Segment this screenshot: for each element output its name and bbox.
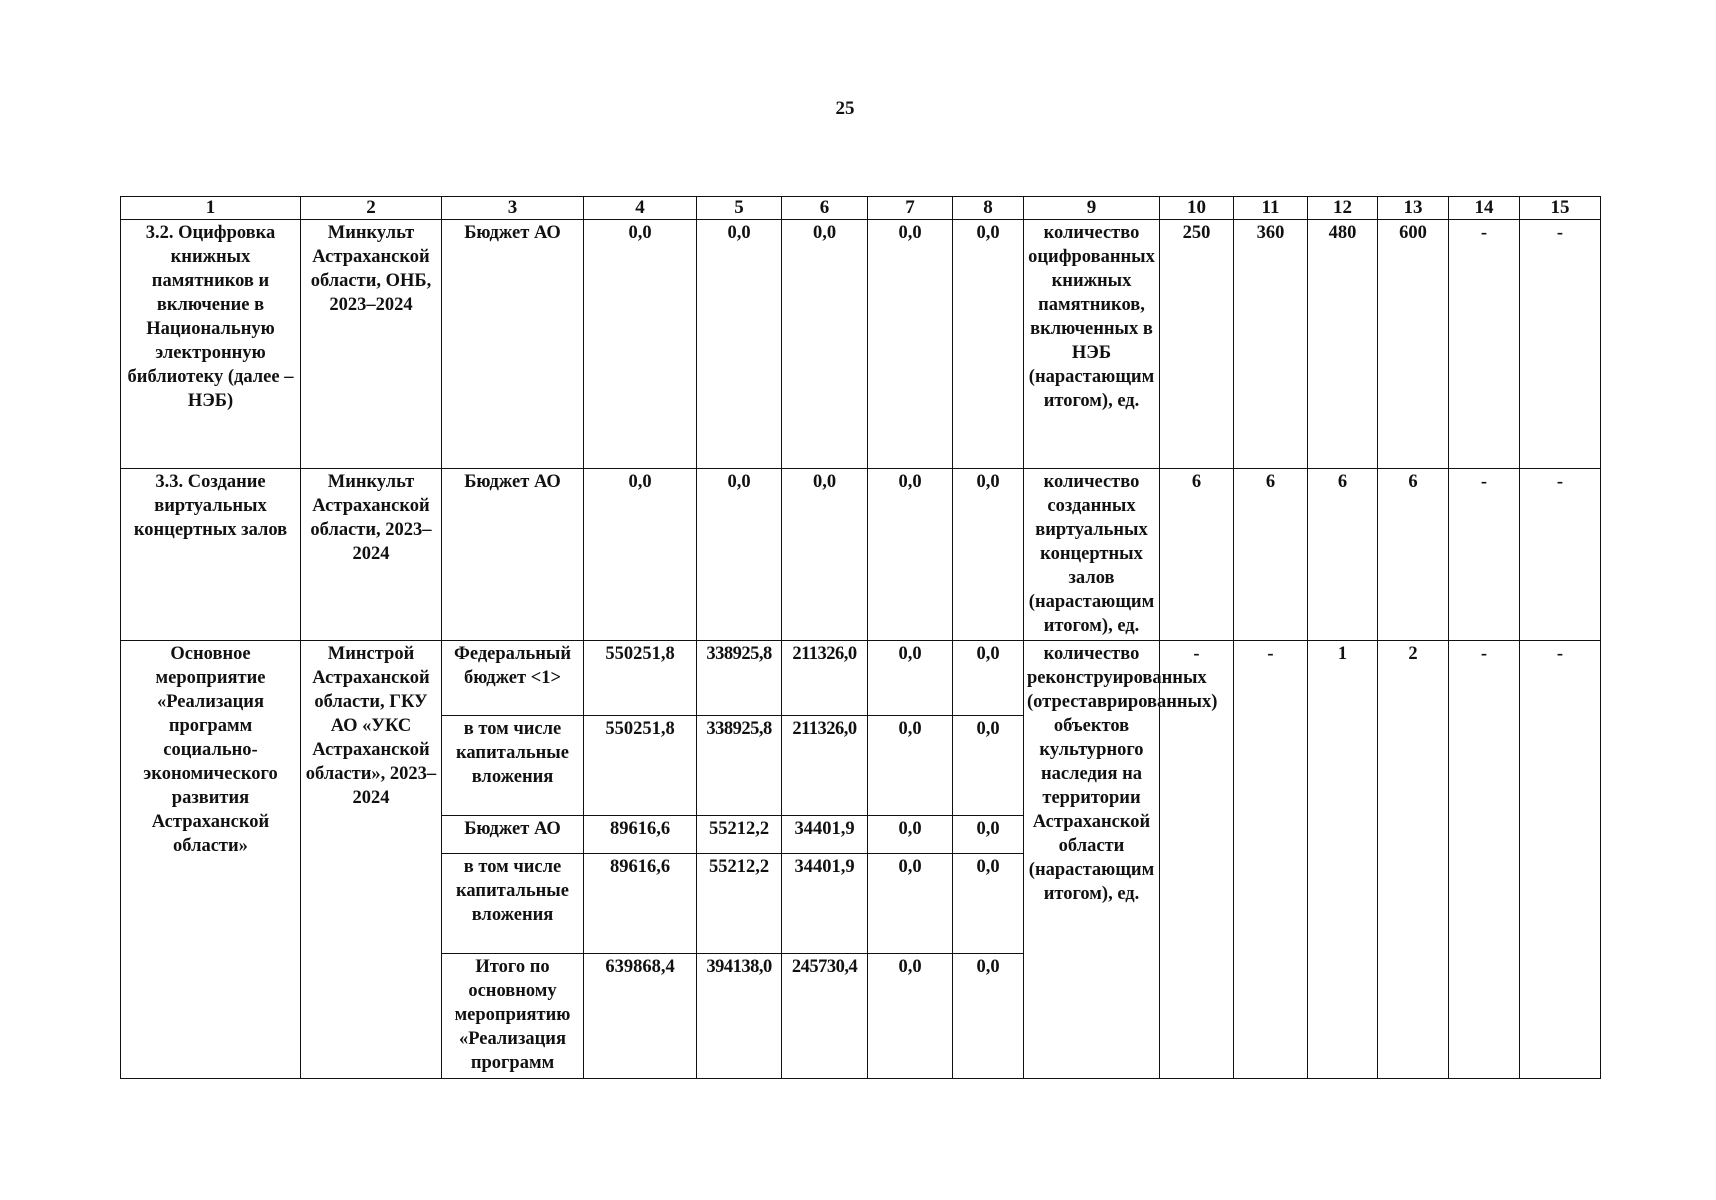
- funding-source: Бюджет АО: [442, 220, 584, 469]
- header-cell: 12: [1308, 197, 1378, 220]
- amount-cell: 0,0: [868, 469, 953, 641]
- indicator-value: -: [1449, 220, 1520, 469]
- amount-cell: 338925,8: [697, 641, 782, 716]
- indicator-value: 600: [1378, 220, 1449, 469]
- amount-cell: 338925,8: [697, 716, 782, 816]
- amount-cell: 0,0: [697, 220, 782, 469]
- indicator-value: -: [1449, 641, 1520, 1079]
- indicator-value: 6: [1234, 469, 1308, 641]
- indicator-value: -: [1449, 469, 1520, 641]
- amount-cell: 0,0: [953, 854, 1024, 954]
- header-cell: 2: [301, 197, 442, 220]
- amount-cell: 55212,2: [697, 816, 782, 854]
- amount-cell: 0,0: [868, 954, 953, 1079]
- amount-cell: 0,0: [868, 716, 953, 816]
- header-row: [121, 197, 1601, 220]
- indicator-value: -: [1520, 220, 1601, 469]
- amount-cell: 55212,2: [697, 854, 782, 954]
- header-cell: 1: [121, 197, 301, 220]
- amount-cell: 0,0: [953, 469, 1024, 641]
- header-cell: 7: [868, 197, 953, 220]
- amount-cell: 394138,0: [697, 954, 782, 1079]
- header-cell: 3: [442, 197, 584, 220]
- table-row: [121, 641, 1601, 716]
- amount-cell: 34401,9: [782, 816, 868, 854]
- executor: Минкульт Астраханской области, 2023–2024: [301, 469, 442, 641]
- header-cell: 4: [584, 197, 697, 220]
- indicator-name: количество оцифрованных книжных памятников, включенных в НЭБ (нарастающим итогом), ед.: [1024, 220, 1160, 469]
- funding-source: в том числе капитальные вложения: [442, 716, 584, 816]
- amount-cell: 639868,4: [584, 954, 697, 1079]
- activity-name: 3.2. Оцифровка книжных памятников и включение в Национальную электронную библиотеку (далее – НЭБ): [121, 220, 301, 469]
- indicator-value: 360: [1234, 220, 1308, 469]
- header-cell: 13: [1378, 197, 1449, 220]
- amount-cell: 0,0: [953, 954, 1024, 1079]
- amount-cell: 0,0: [868, 854, 953, 954]
- amount-cell: 0,0: [584, 469, 697, 641]
- funding-source: в том числе капитальные вложения: [442, 854, 584, 954]
- amount-cell: 550251,8: [584, 716, 697, 816]
- header-cell: 9: [1024, 197, 1160, 220]
- amount-cell: 0,0: [868, 220, 953, 469]
- indicator-value: 480: [1308, 220, 1378, 469]
- indicator-value: 6: [1160, 469, 1234, 641]
- amount-cell: 550251,8: [584, 641, 697, 716]
- indicator-value: -: [1234, 641, 1308, 1079]
- program-table: [120, 196, 1601, 1079]
- amount-cell: 89616,6: [584, 854, 697, 954]
- indicator-value: 6: [1378, 469, 1449, 641]
- indicator-name: количество реконструированных (отреставрированных) объектов культурного наследия на территории Астраханской области (нарастающим итогом), ед.: [1024, 641, 1160, 1079]
- indicator-value: 6: [1308, 469, 1378, 641]
- amount-cell: 211326,0: [782, 716, 868, 816]
- amount-cell: 0,0: [953, 816, 1024, 854]
- amount-cell: 0,0: [782, 220, 868, 469]
- header-cell: 5: [697, 197, 782, 220]
- amount-cell: 89616,6: [584, 816, 697, 854]
- amount-cell: 0,0: [782, 469, 868, 641]
- amount-cell: 211326,0: [782, 641, 868, 716]
- header-cell: 14: [1449, 197, 1520, 220]
- header-cell: 15: [1520, 197, 1601, 220]
- table-row: [121, 220, 1601, 469]
- executor: Минкульт Астраханской области, ОНБ, 2023–2024: [301, 220, 442, 469]
- indicator-value: 2: [1378, 641, 1449, 1079]
- header-cell: 6: [782, 197, 868, 220]
- activity-name: Основное мероприятие «Реализация программ социально-экономического развития Астраханской области»: [121, 641, 301, 1079]
- page-number: 25: [835, 98, 855, 119]
- funding-source: Федеральный бюджет <1>: [442, 641, 584, 716]
- indicator-value: 250: [1160, 220, 1234, 469]
- amount-cell: 0,0: [697, 469, 782, 641]
- funding-source: Итого по основному мероприятию «Реализация программ: [442, 954, 584, 1079]
- executor: Минстрой Астраханской области, ГКУ АО «УКС Астраханской области», 2023–2024: [301, 641, 442, 1079]
- amount-cell: 0,0: [953, 220, 1024, 469]
- header-cell: 10: [1160, 197, 1234, 220]
- amount-cell: 34401,9: [782, 854, 868, 954]
- activity-name: 3.3. Создание виртуальных концертных залов: [121, 469, 301, 641]
- header-cell: 8: [953, 197, 1024, 220]
- indicator-value: -: [1520, 469, 1601, 641]
- amount-cell: 0,0: [953, 641, 1024, 716]
- amount-cell: 245730,4: [782, 954, 868, 1079]
- amount-cell: 0,0: [868, 641, 953, 716]
- indicator-value: 1: [1308, 641, 1378, 1079]
- amount-cell: 0,0: [868, 816, 953, 854]
- amount-cell: 0,0: [584, 220, 697, 469]
- amount-cell: 0,0: [953, 716, 1024, 816]
- funding-source: Бюджет АО: [442, 816, 584, 854]
- header-cell: 11: [1234, 197, 1308, 220]
- table-row: [121, 469, 1601, 641]
- indicator-value: -: [1160, 641, 1234, 1079]
- indicator-name: количество созданных виртуальных концертных залов (нарастающим итогом), ед.: [1024, 469, 1160, 641]
- funding-source: Бюджет АО: [442, 469, 584, 641]
- indicator-value: -: [1520, 641, 1601, 1079]
